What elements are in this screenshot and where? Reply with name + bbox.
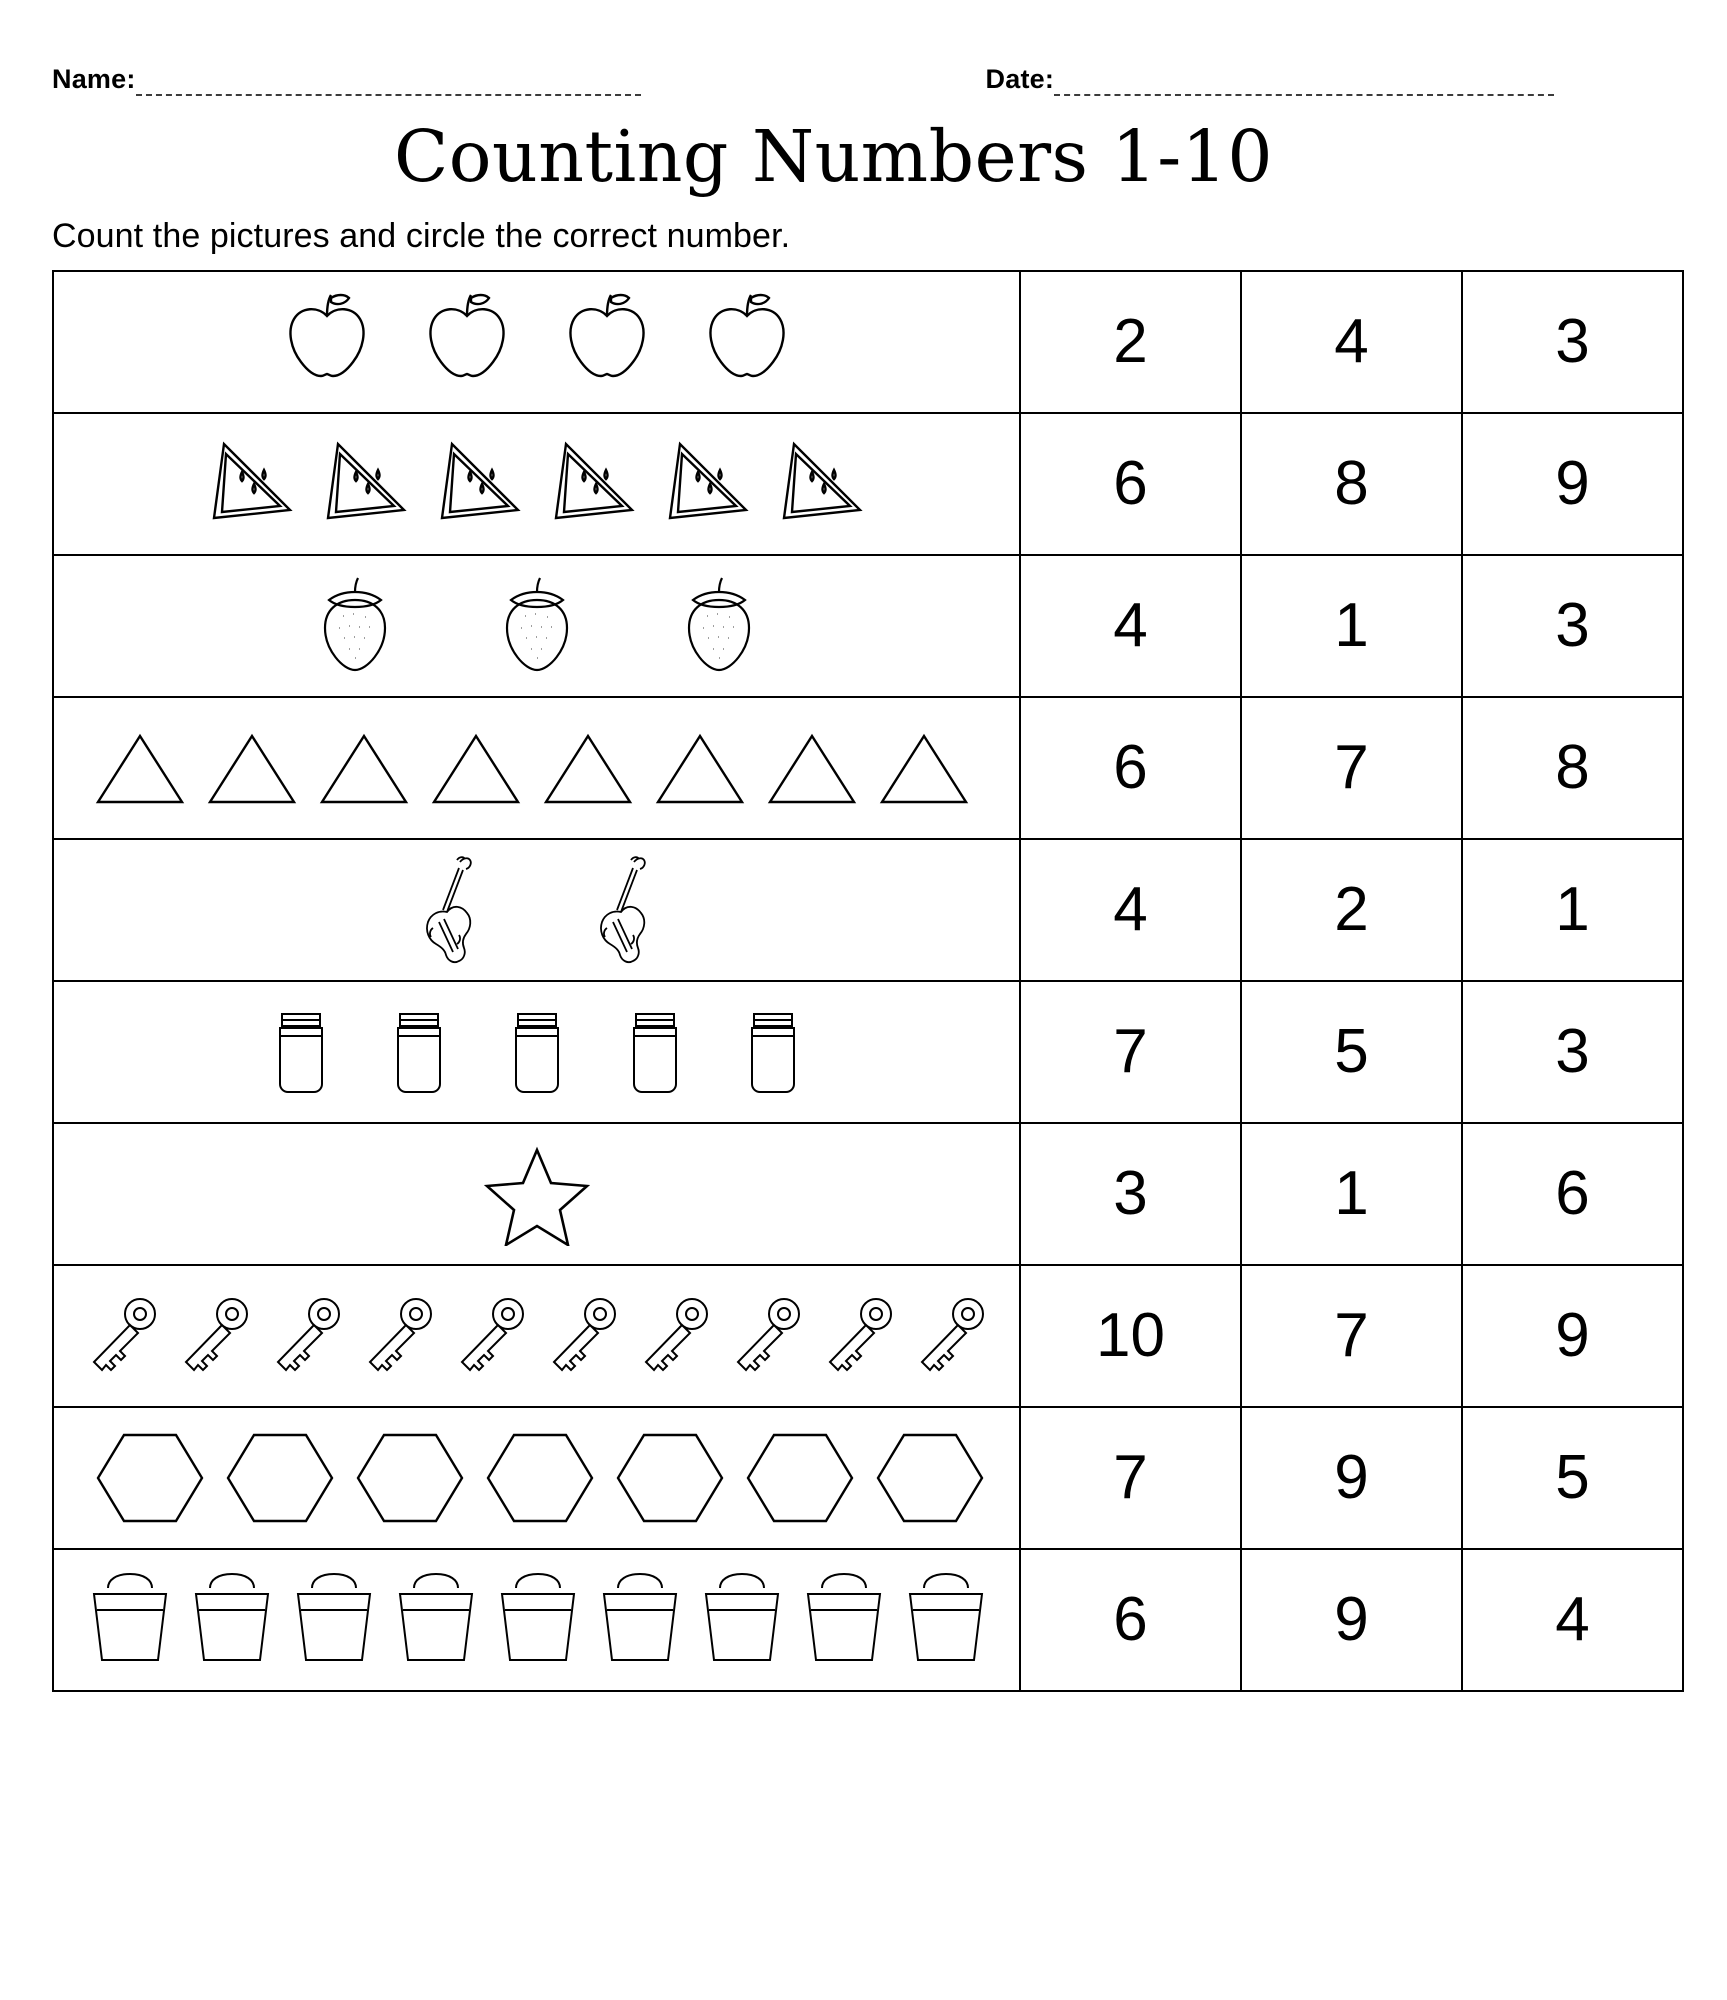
picture-strip bbox=[54, 416, 1019, 552]
option-button[interactable]: 10 bbox=[1020, 1265, 1241, 1407]
name-write-line[interactable] bbox=[136, 70, 641, 96]
jar-icon bbox=[622, 1000, 688, 1104]
strawberry-icon bbox=[673, 570, 765, 682]
watermelon-slice-icon bbox=[426, 432, 534, 536]
option-button[interactable]: 9 bbox=[1462, 1265, 1683, 1407]
table-row bbox=[53, 1407, 1683, 1549]
picture-cell-jars bbox=[53, 981, 1020, 1123]
option-button[interactable]: 9 bbox=[1462, 413, 1683, 555]
key-icon bbox=[632, 1288, 720, 1384]
option-button[interactable]: 1 bbox=[1462, 839, 1683, 981]
table-row bbox=[53, 981, 1683, 1123]
strawberry-icon bbox=[491, 570, 583, 682]
triangle-icon bbox=[428, 728, 524, 808]
violin-icon bbox=[587, 848, 661, 972]
option-button[interactable]: 7 bbox=[1241, 1265, 1462, 1407]
option-button[interactable]: 8 bbox=[1462, 697, 1683, 839]
table-row bbox=[53, 413, 1683, 555]
picture-strip bbox=[54, 700, 1019, 836]
bucket-icon bbox=[594, 1566, 686, 1674]
triangle-icon bbox=[764, 728, 860, 808]
option-button[interactable]: 9 bbox=[1241, 1407, 1462, 1549]
instructions-text: Count the pictures and circle the correct number. bbox=[52, 216, 791, 255]
worksheet-header bbox=[52, 44, 1675, 96]
option-button[interactable]: 1 bbox=[1241, 555, 1462, 697]
option-button[interactable]: 3 bbox=[1020, 1123, 1241, 1265]
option-button[interactable]: 1 bbox=[1241, 1123, 1462, 1265]
key-icon bbox=[724, 1288, 812, 1384]
picture-cell-star bbox=[53, 1123, 1020, 1265]
picture-cell-triangles bbox=[53, 697, 1020, 839]
key-icon bbox=[908, 1288, 996, 1384]
name-field[interactable] bbox=[52, 66, 641, 96]
watermelon-slice-icon bbox=[312, 432, 420, 536]
key-icon bbox=[80, 1288, 168, 1384]
date-write-line[interactable] bbox=[1054, 70, 1554, 96]
option-button[interactable]: 7 bbox=[1241, 697, 1462, 839]
table-row bbox=[53, 555, 1683, 697]
hexagon-icon bbox=[608, 1427, 732, 1529]
key-icon bbox=[172, 1288, 260, 1384]
bucket-icon bbox=[288, 1566, 380, 1674]
option-button[interactable]: 8 bbox=[1241, 413, 1462, 555]
key-icon bbox=[264, 1288, 352, 1384]
triangle-icon bbox=[92, 728, 188, 808]
hexagon-icon bbox=[218, 1427, 342, 1529]
option-button[interactable]: 6 bbox=[1020, 697, 1241, 839]
option-button[interactable]: 3 bbox=[1462, 981, 1683, 1123]
jar-icon bbox=[386, 1000, 452, 1104]
triangle-icon bbox=[204, 728, 300, 808]
option-button[interactable]: 3 bbox=[1462, 555, 1683, 697]
bucket-icon bbox=[390, 1566, 482, 1674]
picture-cell-apples bbox=[53, 271, 1020, 413]
hexagon-icon bbox=[88, 1427, 212, 1529]
table-row bbox=[53, 1549, 1683, 1691]
apple-icon bbox=[697, 286, 797, 398]
picture-strip bbox=[54, 1126, 1019, 1262]
option-button[interactable]: 4 bbox=[1020, 555, 1241, 697]
jar-icon bbox=[740, 1000, 806, 1104]
apple-icon bbox=[417, 286, 517, 398]
counting-table bbox=[52, 270, 1684, 1692]
key-icon bbox=[816, 1288, 904, 1384]
option-button[interactable]: 4 bbox=[1020, 839, 1241, 981]
option-button[interactable]: 3 bbox=[1462, 271, 1683, 413]
bucket-icon bbox=[900, 1566, 992, 1674]
triangle-icon bbox=[876, 728, 972, 808]
option-button[interactable]: 2 bbox=[1241, 839, 1462, 981]
table-row bbox=[53, 697, 1683, 839]
option-button[interactable]: 5 bbox=[1462, 1407, 1683, 1549]
key-icon bbox=[448, 1288, 536, 1384]
option-button[interactable]: 2 bbox=[1020, 271, 1241, 413]
picture-cell-strawberries bbox=[53, 555, 1020, 697]
jar-icon bbox=[268, 1000, 334, 1104]
option-button[interactable]: 5 bbox=[1241, 981, 1462, 1123]
hexagon-icon bbox=[348, 1427, 472, 1529]
table-row bbox=[53, 839, 1683, 981]
bucket-icon bbox=[696, 1566, 788, 1674]
triangle-icon bbox=[652, 728, 748, 808]
triangle-icon bbox=[316, 728, 412, 808]
picture-strip bbox=[54, 842, 1019, 978]
option-button[interactable]: 4 bbox=[1241, 271, 1462, 413]
option-button[interactable]: 7 bbox=[1020, 981, 1241, 1123]
picture-cell-violins bbox=[53, 839, 1020, 981]
triangle-icon bbox=[540, 728, 636, 808]
picture-cell-hexagons bbox=[53, 1407, 1020, 1549]
bucket-icon bbox=[186, 1566, 278, 1674]
watermelon-slice-icon bbox=[768, 432, 876, 536]
violin-icon bbox=[413, 848, 487, 972]
table-row bbox=[53, 271, 1683, 413]
option-button[interactable]: 6 bbox=[1462, 1123, 1683, 1265]
picture-strip bbox=[54, 274, 1019, 410]
option-button[interactable]: 6 bbox=[1020, 413, 1241, 555]
bucket-icon bbox=[798, 1566, 890, 1674]
picture-strip bbox=[54, 1552, 1019, 1688]
name-label: Name: bbox=[52, 64, 136, 94]
page-title: Counting Numbers 1-10 bbox=[393, 115, 1274, 198]
apple-icon bbox=[557, 286, 657, 398]
option-button[interactable]: 9 bbox=[1241, 1549, 1462, 1691]
strawberry-icon bbox=[309, 570, 401, 682]
picture-cell-buckets bbox=[53, 1549, 1020, 1691]
watermelon-slice-icon bbox=[540, 432, 648, 536]
bucket-icon bbox=[492, 1566, 584, 1674]
star-icon bbox=[483, 1142, 591, 1246]
hexagon-icon bbox=[738, 1427, 862, 1529]
watermelon-slice-icon bbox=[198, 432, 306, 536]
picture-strip bbox=[54, 984, 1019, 1120]
key-icon bbox=[356, 1288, 444, 1384]
bucket-icon bbox=[84, 1566, 176, 1674]
key-icon bbox=[540, 1288, 628, 1384]
option-button[interactable]: 4 bbox=[1462, 1549, 1683, 1691]
option-button[interactable]: 7 bbox=[1020, 1407, 1241, 1549]
watermelon-slice-icon bbox=[654, 432, 762, 536]
picture-strip bbox=[54, 1268, 1019, 1404]
option-button[interactable]: 6 bbox=[1020, 1549, 1241, 1691]
picture-strip bbox=[54, 558, 1019, 694]
table-row bbox=[53, 1265, 1683, 1407]
picture-strip bbox=[54, 1410, 1019, 1546]
picture-cell-keys bbox=[53, 1265, 1020, 1407]
apple-icon bbox=[277, 286, 377, 398]
hexagon-icon bbox=[868, 1427, 992, 1529]
date-label: Date: bbox=[985, 64, 1055, 94]
date-field[interactable] bbox=[986, 66, 1555, 96]
hexagon-icon bbox=[478, 1427, 602, 1529]
picture-cell-watermelons bbox=[53, 413, 1020, 555]
table-row bbox=[53, 1123, 1683, 1265]
jar-icon bbox=[504, 1000, 570, 1104]
